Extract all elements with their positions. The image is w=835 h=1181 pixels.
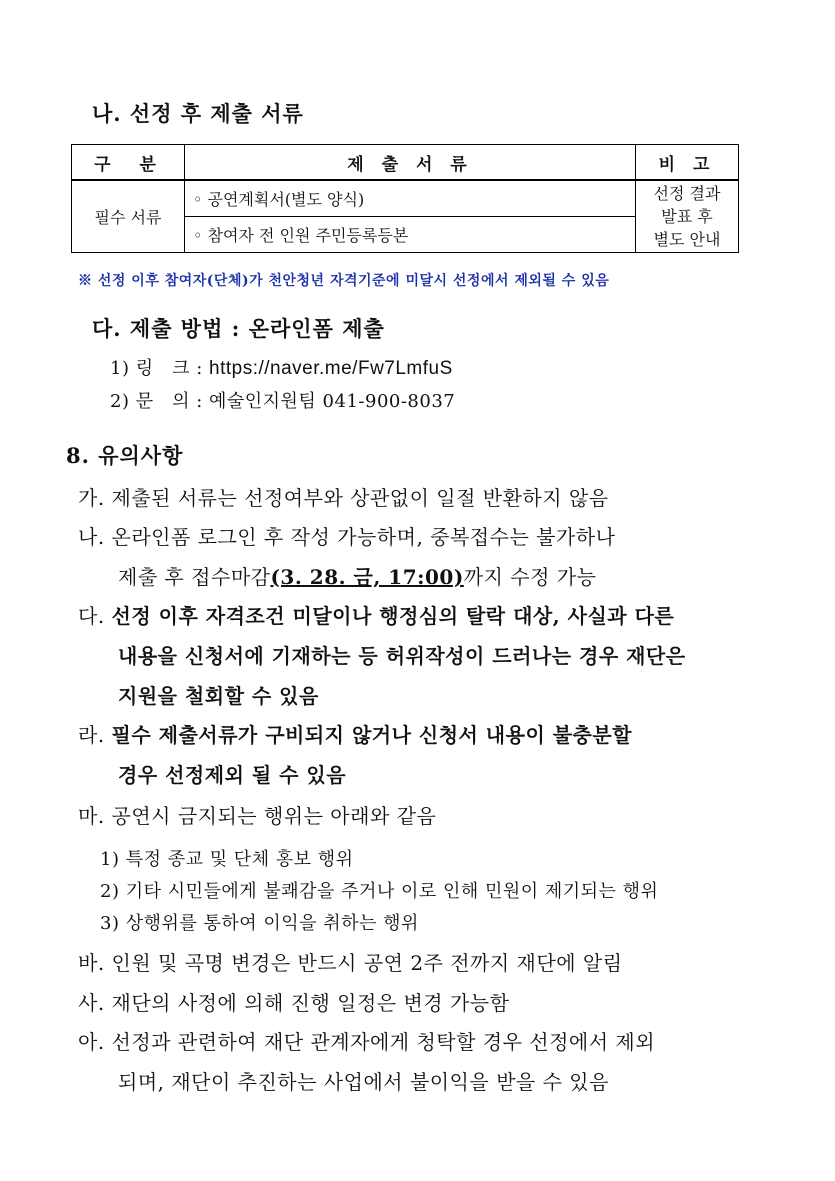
note-prefix: 라. (78, 723, 112, 747)
section-title-notes: 8. 유의사항 (66, 443, 184, 468)
table-cell-category: 필수 서류 (72, 180, 185, 253)
note-item-a-line1: 아. 선정과 관련하여 재단 관계자에게 청탁할 경우 선정에서 제외 (78, 1030, 656, 1054)
note-text: 선정 이후 자격조건 미달이나 행정심의 탈락 대상, 사실과 다른 (111, 604, 675, 628)
note-item-na-line1: 나. 온라인폼 로그인 후 작성 가능하며, 중복접수는 불가하나 (78, 525, 616, 549)
note-text: 제출 후 접수마감 (118, 565, 271, 589)
note-text: 까지 수정 가능 (463, 565, 597, 589)
remarks-line: 선정 결과 (653, 184, 721, 203)
contact-value: 예술인지원팀 041-900-8037 (209, 391, 456, 412)
note-item-ra-line1 (78, 719, 632, 748)
table-header-documents: 제 출 서 류 (185, 145, 636, 181)
application-form-link[interactable]: https://naver.me/Fw7LmfuS (209, 358, 453, 379)
submission-docs-table (71, 144, 739, 253)
note-item-ga: 가. 제출된 서류는 선정여부와 상관없이 일절 반환하지 않음 (78, 486, 609, 510)
note-item-a-line2: 되며, 재단이 추진하는 사업에서 불이익을 받을 수 있음 (118, 1070, 609, 1094)
table-cell-document: ◦ 참여자 전 인원 주민등록등본 (185, 217, 636, 253)
table-header-category: 구 분 (72, 145, 185, 181)
note-text: 필수 제출서류가 구비되지 않거나 신청서 내용이 불충분할 (111, 723, 633, 747)
table-header-row (72, 145, 739, 181)
section-title-submission-docs: 나. 선정 후 제출 서류 (92, 101, 304, 126)
prohibited-item: 2) 기타 시민들에게 불쾌감을 주거나 이로 인해 민원이 제기되는 행위 (100, 881, 659, 902)
note-item-sa: 사. 재단의 사정에 의해 진행 일정은 변경 가능함 (78, 991, 510, 1015)
deadline-date: (3. 28. 금, 17:00) (270, 565, 464, 589)
eligibility-notice: ※ 선정 이후 참여자(단체)가 천안청년 자격기준에 미달시 선정에서 제외될 수 있음 (78, 273, 610, 289)
remarks-line: 발표 후 (661, 207, 713, 226)
table-row (72, 180, 739, 217)
note-item-da-line2: 내용을 신청서에 기재하는 등 허위작성이 드러나는 경우 재단은 (118, 644, 686, 668)
note-item-ba: 바. 인원 및 곡명 변경은 반드시 공연 2주 전까지 재단에 알림 (78, 951, 623, 975)
note-item-da-line3: 지원을 철회할 수 있음 (118, 684, 319, 708)
prohibited-item: 3) 상행위를 통하여 이익을 취하는 행위 (100, 913, 419, 934)
prohibited-item: 1) 특정 종교 및 단체 홍보 행위 (100, 849, 354, 870)
table-cell-document: ◦ 공연계획서(별도 양식) (185, 180, 636, 217)
section-title-submission-method: 다. 제출 방법 : 온라인폼 제출 (92, 316, 385, 341)
note-item-da-line1 (78, 600, 674, 629)
note-prefix: 다. (78, 604, 112, 628)
contact-label: 2) 문 의 : (110, 391, 203, 412)
table-header-remarks: 비 고 (636, 145, 739, 181)
table-cell-remarks (636, 180, 739, 253)
link-row (110, 354, 453, 380)
note-item-ra-line2: 경우 선정제외 될 수 있음 (118, 763, 347, 787)
contact-row (110, 387, 455, 413)
remarks-line: 별도 안내 (653, 230, 721, 249)
note-item-ma: 마. 공연시 금지되는 행위는 아래와 같음 (78, 804, 437, 828)
note-item-na-line2 (118, 561, 596, 590)
link-label: 1) 링 크 : (110, 358, 203, 379)
